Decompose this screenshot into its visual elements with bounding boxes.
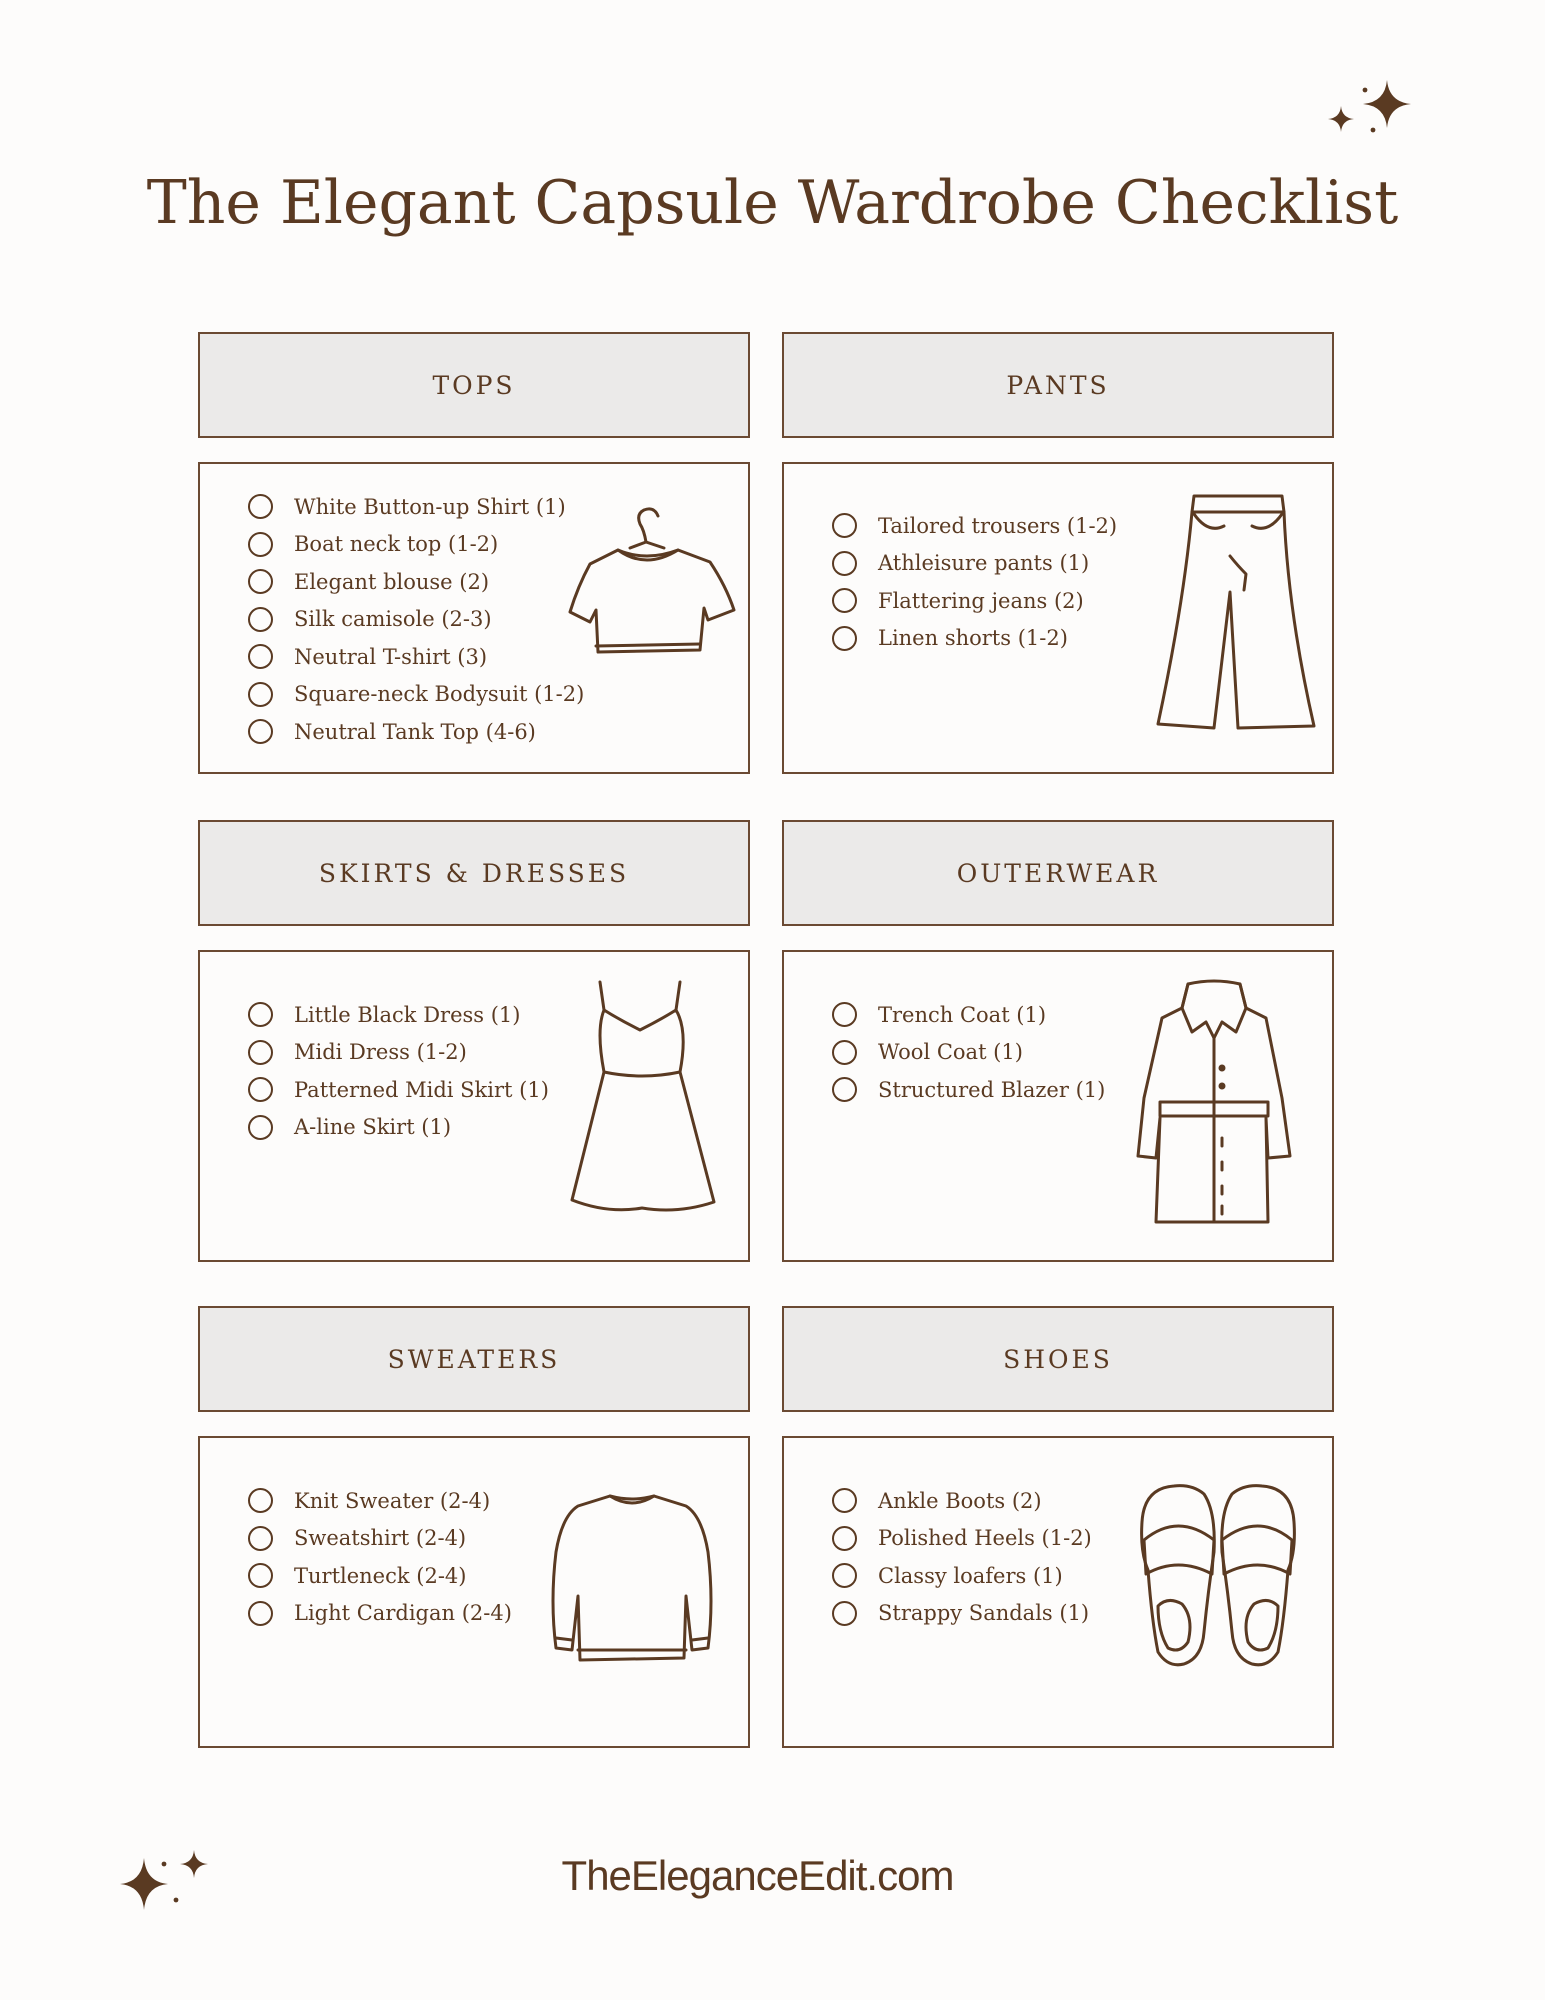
checklist-skirts-dresses (248, 996, 549, 1146)
item-label: Structured Blazer (1) (878, 1077, 1106, 1102)
item-label: Turtleneck (2-4) (294, 1563, 467, 1588)
item-label: Patterned Midi Skirt (1) (294, 1077, 549, 1102)
item-label: Silk camisole (2-3) (294, 607, 492, 632)
item-label: Elegant blouse (2) (294, 569, 490, 594)
checklist-item[interactable] (832, 996, 1105, 1034)
checkbox[interactable] (832, 1563, 857, 1588)
item-label: Athleisure pants (1) (878, 551, 1090, 576)
checkbox[interactable] (248, 1563, 273, 1588)
section-box-skirts-dresses (198, 950, 750, 1262)
checklist-item[interactable] (248, 526, 584, 564)
checklist-outerwear (832, 996, 1105, 1109)
checklist-item[interactable] (832, 1034, 1105, 1072)
checkbox[interactable] (248, 532, 273, 557)
checkbox[interactable] (248, 1601, 273, 1626)
section-box-pants (782, 462, 1334, 774)
checkbox[interactable] (248, 1115, 273, 1140)
item-label: Little Black Dress (1) (294, 1002, 521, 1027)
item-label: Neutral T-shirt (3) (294, 644, 488, 669)
checkbox[interactable] (832, 513, 857, 538)
t-shirt-on-hanger-icon (568, 500, 738, 700)
sweater-icon (548, 1492, 716, 1674)
section-box-tops (198, 462, 750, 774)
checkbox[interactable] (832, 1601, 857, 1626)
checklist-item[interactable] (832, 582, 1117, 620)
section-title: SWEATERS (387, 1344, 561, 1374)
checklist-item[interactable] (248, 1595, 512, 1633)
checklist-item[interactable] (248, 1557, 512, 1595)
sandals-icon (1138, 1482, 1298, 1668)
section-title: SHOES (1003, 1344, 1113, 1374)
checklist-item[interactable] (248, 676, 584, 714)
checklist-item[interactable] (248, 1109, 549, 1147)
item-label: Polished Heels (1-2) (878, 1526, 1092, 1551)
pants-icon (1154, 492, 1320, 738)
checklist-item[interactable] (248, 638, 584, 676)
checklist-item[interactable] (248, 488, 584, 526)
checkbox[interactable] (832, 626, 857, 651)
checklist-item[interactable] (832, 545, 1117, 583)
item-label: Trench Coat (1) (878, 1002, 1047, 1027)
checklist-item[interactable] (248, 1520, 512, 1558)
section-title: TOPS (432, 370, 516, 400)
checkbox[interactable] (248, 607, 273, 632)
item-label: Midi Dress (1-2) (294, 1040, 467, 1065)
checklist-sweaters (248, 1482, 512, 1632)
checkbox[interactable] (832, 588, 857, 613)
checkbox[interactable] (832, 1002, 857, 1027)
checklist-item[interactable] (832, 1482, 1092, 1520)
checkbox[interactable] (248, 1077, 273, 1102)
footer-website: TheEleganceEdit.com (561, 1852, 954, 1899)
item-label: Neutral Tank Top (4-6) (294, 719, 536, 744)
checkbox[interactable] (248, 682, 273, 707)
checklist-item[interactable] (248, 1482, 512, 1520)
checkbox[interactable] (248, 1040, 273, 1065)
item-label: Boat neck top (1-2) (294, 532, 499, 557)
item-label: Strappy Sandals (1) (878, 1601, 1090, 1626)
checkbox[interactable] (832, 551, 857, 576)
section-box-shoes (782, 1436, 1334, 1748)
checkbox[interactable] (248, 1526, 273, 1551)
section-header-pants (782, 332, 1334, 438)
checkbox[interactable] (248, 1488, 273, 1513)
section-title: PANTS (1006, 370, 1110, 400)
section-header-outerwear (782, 820, 1334, 926)
checklist-tops (248, 488, 584, 751)
item-label: Tailored trousers (1-2) (878, 513, 1118, 538)
section-box-sweaters (198, 1436, 750, 1748)
checkbox[interactable] (248, 1002, 273, 1027)
item-label: Square-neck Bodysuit (1-2) (294, 682, 585, 707)
dress-icon (568, 980, 718, 1226)
item-label: A-line Skirt (1) (294, 1115, 452, 1140)
page-title: The Elegant Capsule Wardrobe Checklist (146, 168, 1399, 238)
checkbox[interactable] (248, 719, 273, 744)
section-header-skirts-dresses (198, 820, 750, 926)
checklist-item[interactable] (248, 563, 584, 601)
checkbox[interactable] (248, 494, 273, 519)
checklist-item[interactable] (832, 507, 1117, 545)
checklist-shoes (832, 1482, 1092, 1632)
item-label: Ankle Boots (2) (878, 1488, 1042, 1513)
checklist-item[interactable] (832, 1557, 1092, 1595)
item-label: Knit Sweater (2-4) (294, 1488, 491, 1513)
item-label: Flattering jeans (2) (878, 588, 1084, 613)
checkbox[interactable] (248, 569, 273, 594)
checklist-item[interactable] (832, 1071, 1105, 1109)
section-title: SKIRTS & DRESSES (318, 858, 630, 888)
checkbox[interactable] (832, 1488, 857, 1513)
checklist-item[interactable] (248, 1071, 549, 1109)
section-header-sweaters (198, 1306, 750, 1412)
item-label: Wool Coat (1) (878, 1040, 1023, 1065)
checklist-item[interactable] (248, 996, 549, 1034)
section-header-shoes (782, 1306, 1334, 1412)
checklist-item[interactable] (248, 713, 584, 751)
checkbox[interactable] (248, 644, 273, 669)
section-box-outerwear (782, 950, 1334, 1262)
section-header-tops (198, 332, 750, 438)
checkbox[interactable] (832, 1526, 857, 1551)
coat-icon (1136, 978, 1294, 1228)
checklist-item[interactable] (832, 1520, 1092, 1558)
checklist-item[interactable] (248, 1034, 549, 1072)
checklist-item[interactable] (832, 620, 1117, 658)
checkbox[interactable] (832, 1040, 857, 1065)
item-label: White Button-up Shirt (1) (294, 494, 566, 519)
item-label: Sweatshirt (2-4) (294, 1526, 467, 1551)
checklist-item[interactable] (832, 1595, 1092, 1633)
item-label: Linen shorts (1-2) (878, 626, 1068, 651)
checklist-pants (832, 507, 1117, 657)
checklist-item[interactable] (248, 601, 584, 639)
sparkle-top-right-icon (1325, 78, 1415, 144)
section-title: OUTERWEAR (956, 858, 1160, 888)
item-label: Light Cardigan (2-4) (294, 1601, 512, 1626)
item-label: Classy loafers (1) (878, 1563, 1063, 1588)
checkbox[interactable] (832, 1077, 857, 1102)
